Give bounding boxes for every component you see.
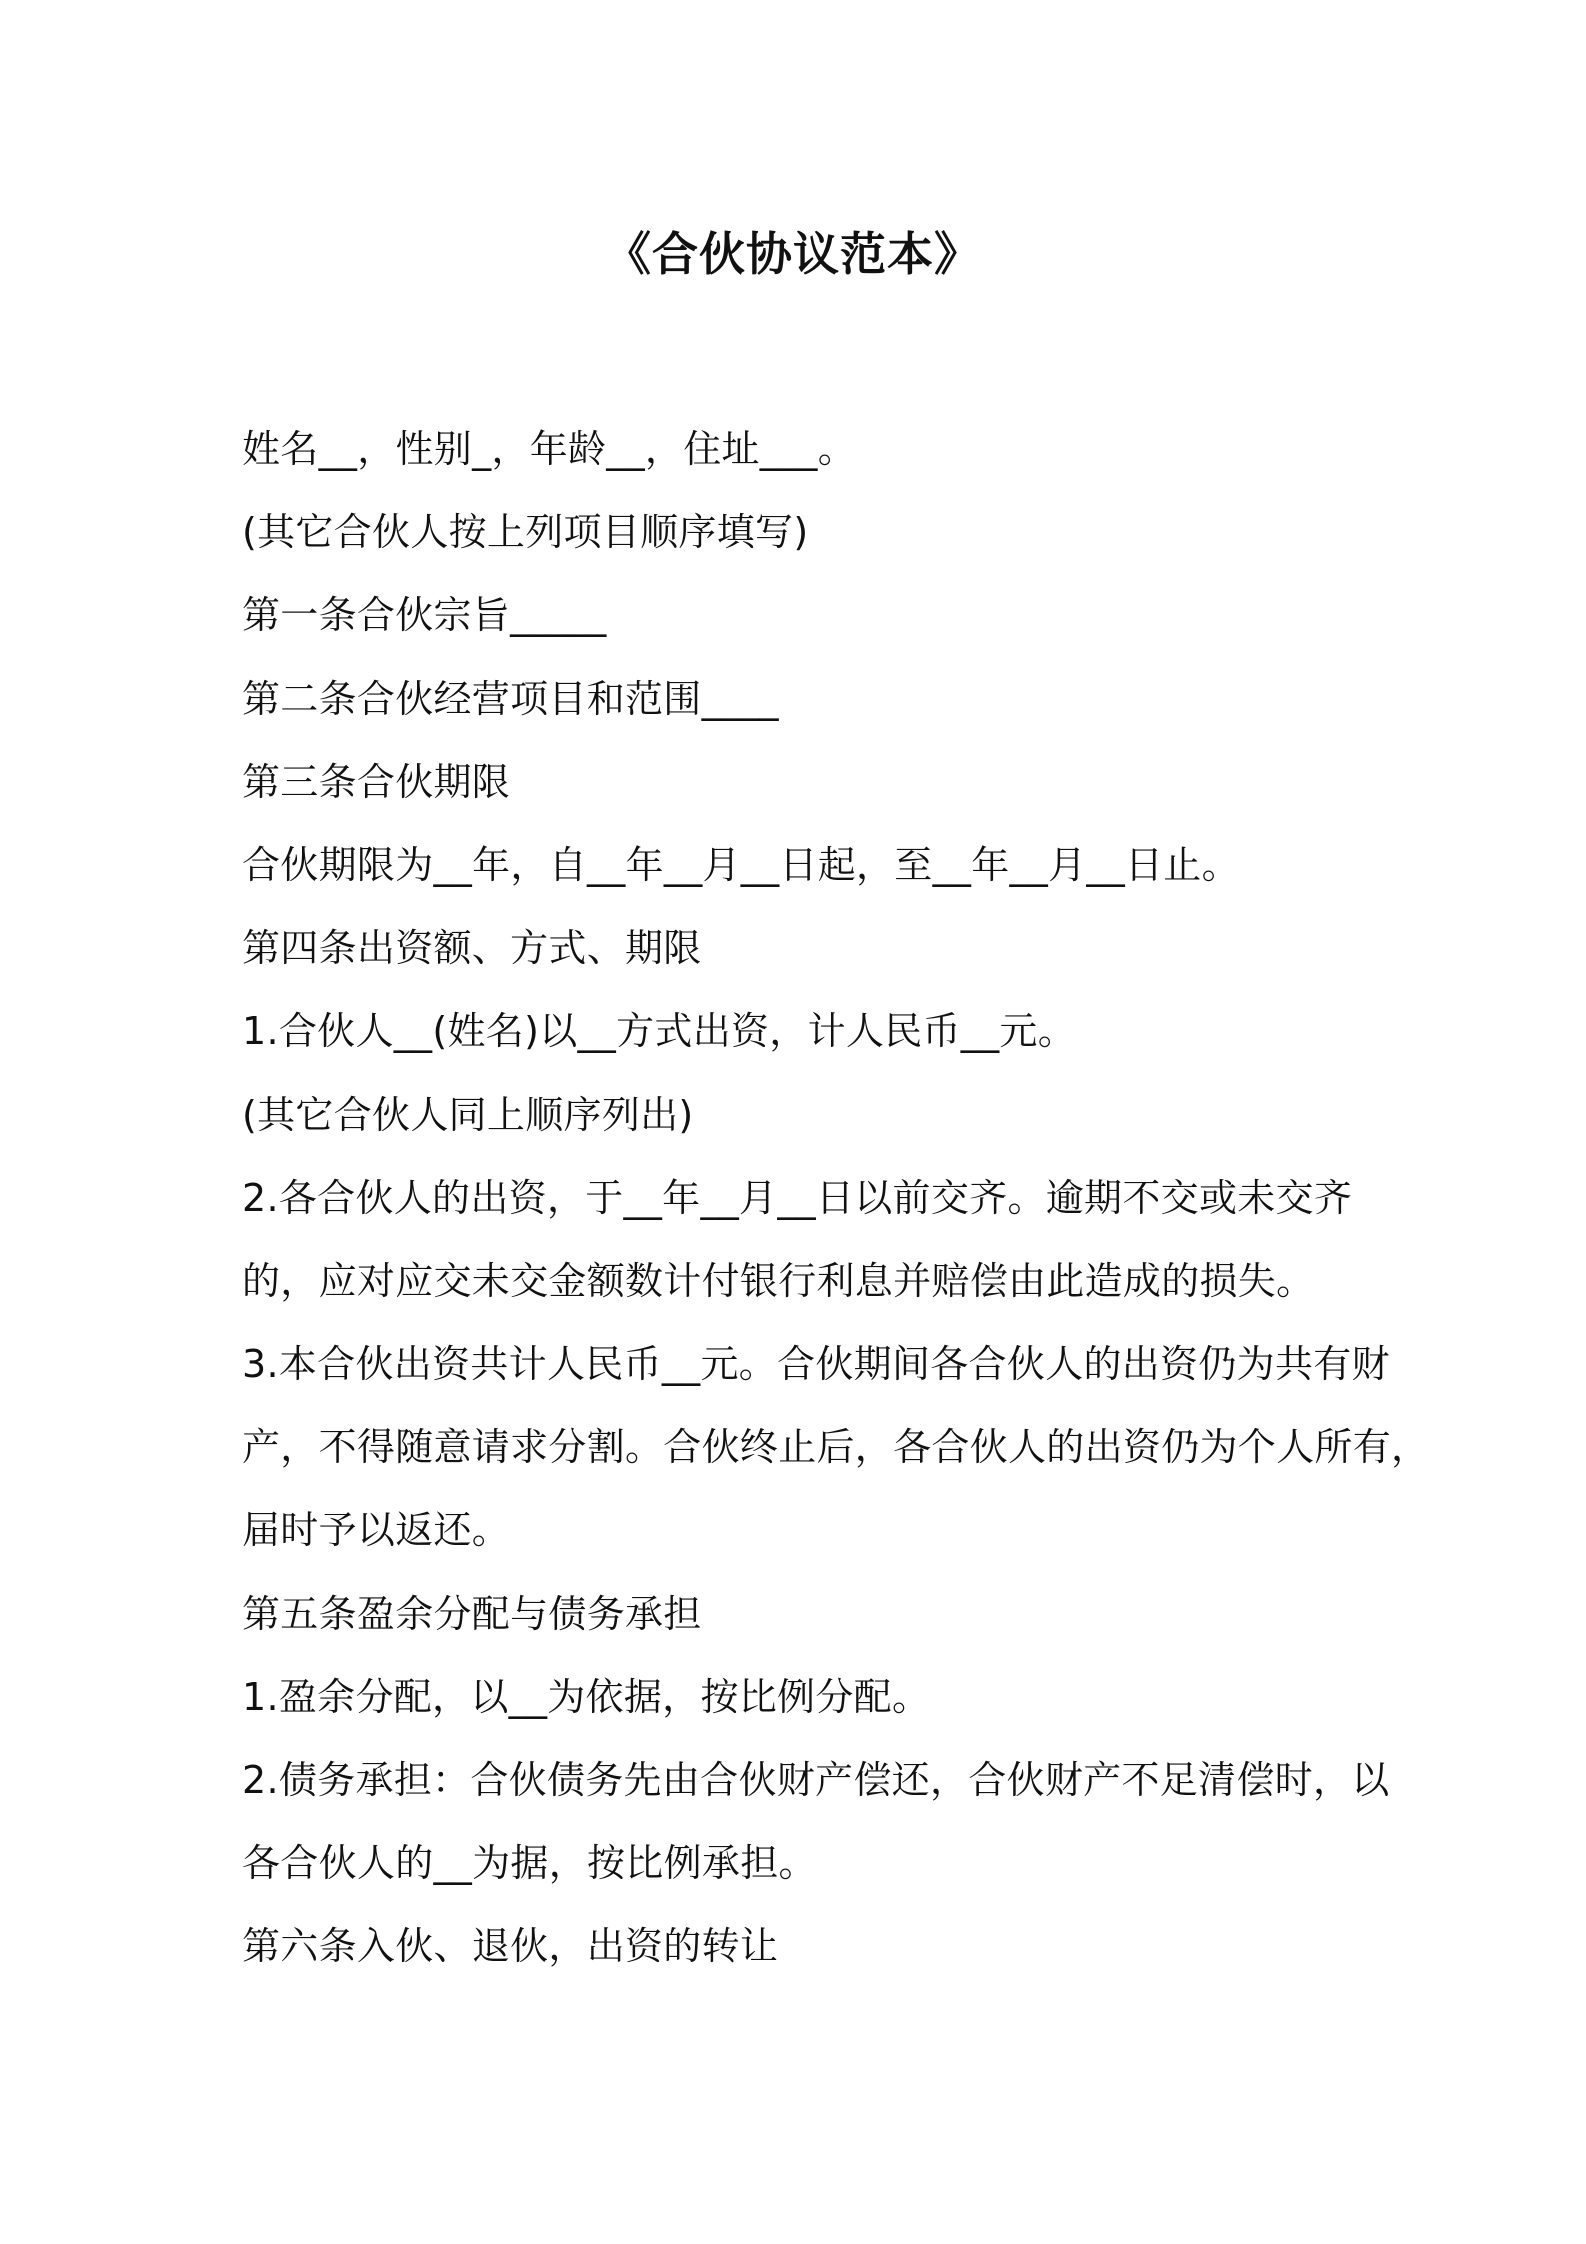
article-1-heading: 第一条合伙宗旨_____ [242,593,607,638]
article-4-clause-3-line-1: 3.本合伙出资共计人民币__元。合伙期间各合伙人的出资仍为共有财 [242,1342,1390,1387]
article-4-heading: 第四条出资额、方式、期限 [242,926,702,971]
article-5-clause-2-line-1: 2.债务承担：合伙债务先由合伙财产偿还，合伙财产不足清偿时，以 [242,1758,1390,1802]
article-4-clause-3-line-2: 产，不得随意请求分割。合伙终止后，各合伙人的出资仍为个人所有， [242,1425,1430,1470]
article-5-clause-2-line-2: 各合伙人的__为据，按比例承担。 [242,1841,817,1886]
party-info-line: 姓名__，性别_，年龄__，住址___。 [242,427,857,471]
article-3-text: 合伙期限为__年，自__年__月__日起，至__年__月__日止。 [242,842,1240,887]
article-6-heading: 第六条入伙、退伙，出资的转让 [242,1924,779,1969]
article-5-clause-1: 1.盈余分配，以__为依据，按比例分配。 [242,1674,931,1719]
party-info-note: (其它合伙人按上列项目顺序填写) [242,510,809,555]
article-4-clause-1: 1.合伙人__(姓名)以__方式出资，计人民币__元。 [242,1009,1077,1054]
article-2-heading: 第二条合伙经营项目和范围____ [242,676,779,721]
document-title: 《合伙协议范本》 [605,227,981,281]
article-4-clause-3-line-3: 届时予以返还。 [242,1508,511,1553]
article-4-clause-1-note: (其它合伙人同上顺序列出) [242,1092,694,1137]
article-4-clause-2-line-2: 的，应对应交未交金额数计付银行利息并赔偿由此造成的损失。 [242,1258,1315,1303]
article-4-clause-2-line-1: 2.各合伙人的出资，于__年__月__日以前交齐。逾期不交或未交齐 [242,1175,1353,1220]
article-3-heading: 第三条合伙期限 [242,759,511,804]
article-5-heading: 第五条盈余分配与债务承担 [242,1591,702,1636]
document-body [242,408,1430,1989]
